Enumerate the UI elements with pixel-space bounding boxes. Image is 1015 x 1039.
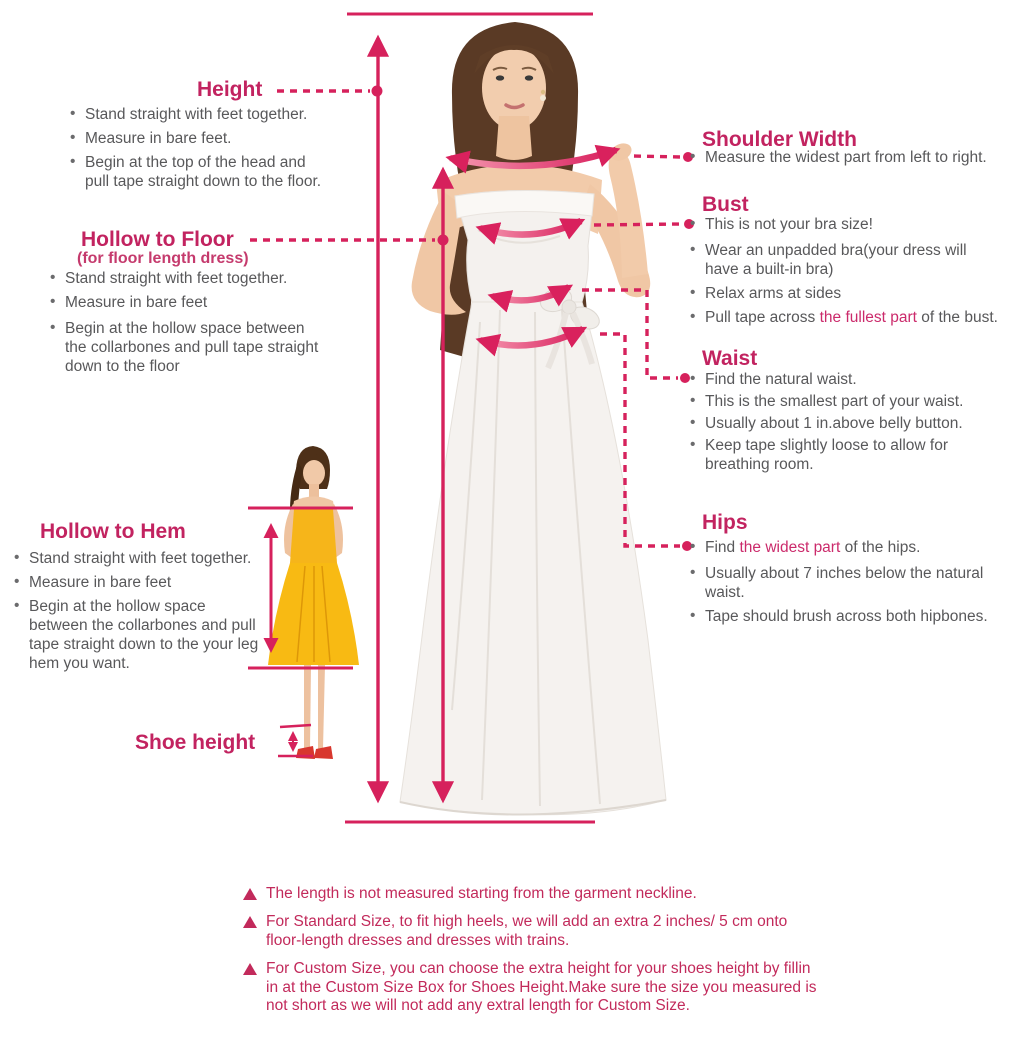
height-title: Height bbox=[197, 78, 263, 101]
list-item: • Find the natural waist. bbox=[688, 370, 1000, 389]
shoe-height-title: Shoe height bbox=[135, 731, 256, 754]
hollow-to-floor-instructions bbox=[48, 269, 323, 381]
bust-title: Bust bbox=[702, 193, 749, 216]
note-neckline: The length is not measured starting from the garment neckline. bbox=[243, 885, 697, 904]
note-standard-size: For Standard Size, to fit high heels, we will add an extra 2 inches/ 5 cm onto floor-length dresses and dresses with trains. bbox=[243, 913, 787, 950]
list-item: • Begin at the top of the head and pull tape straight down to the floor. bbox=[68, 153, 330, 191]
list-item: • Stand straight with feet together. bbox=[48, 269, 323, 288]
list-item: • Begin at the hollow space between the collarbones and pull tape straight down to the your leg hem you want. bbox=[12, 597, 264, 673]
warning-triangle-icon bbox=[243, 888, 257, 900]
waist-title: Waist bbox=[702, 347, 758, 370]
hollow-to-hem-instructions bbox=[12, 549, 264, 678]
warning-triangle-icon bbox=[243, 963, 257, 975]
hollow-to-floor-subtitle: (for floor length dress) bbox=[77, 250, 249, 267]
shoulder-connector-dashes bbox=[634, 156, 680, 157]
list-item: • Stand straight with feet together. bbox=[68, 105, 330, 124]
list-item: • This is not your bra size! bbox=[688, 215, 1000, 234]
hollow-to-floor-title: Hollow to Floor bbox=[81, 228, 234, 251]
hollow-to-hem-title: Hollow to Hem bbox=[40, 520, 186, 543]
list-item: • Tape should brush across both hipbones. bbox=[688, 607, 1003, 626]
list-item: • Measure in bare feet bbox=[48, 293, 323, 312]
list-item: • Keep tape slightly loose to allow for breathing room. bbox=[688, 436, 1000, 474]
hips-title: Hips bbox=[702, 511, 748, 534]
height-instructions bbox=[68, 105, 330, 196]
list-item: • Usually about 7 inches below the natural waist. bbox=[688, 564, 1003, 602]
list-item: • Relax arms at sides bbox=[688, 284, 1000, 303]
list-item: • Stand straight with feet together. bbox=[12, 549, 264, 568]
hips-instructions bbox=[688, 538, 1003, 631]
list-item: • Measure the widest part from left to right. bbox=[688, 148, 1008, 167]
waist-instructions bbox=[688, 370, 1000, 479]
list-item: • Find the widest part of the hips. bbox=[688, 538, 1003, 557]
bust-instructions bbox=[688, 215, 1000, 332]
hollow-to-floor-anchor-dot bbox=[438, 235, 449, 246]
height-anchor-dot bbox=[372, 86, 383, 97]
list-item: • Wear an unpadded bra(your dress will have a built-in bra) bbox=[688, 241, 1000, 279]
list-item: • Measure in bare feet bbox=[12, 573, 264, 592]
shoulder-width-instructions bbox=[688, 148, 1008, 172]
small-model-photo bbox=[268, 446, 359, 759]
list-item: • This is the smallest part of your waist. bbox=[688, 392, 1000, 411]
note-custom-size: For Custom Size, you can choose the extra height for your shoes height by fillin in at the Custom Size Box for Shoes Height.Make sure the size you measured is not short as we will not add any extral length for Custom Size. bbox=[243, 960, 817, 1016]
list-item: • Measure in bare feet. bbox=[68, 129, 330, 148]
list-item: • Pull tape across the fullest part of the bust. bbox=[688, 308, 1000, 327]
warning-triangle-icon bbox=[243, 916, 257, 928]
list-item: • Usually about 1 in.above belly button. bbox=[688, 414, 1000, 433]
list-item: • Begin at the hollow space between the collarbones and pull tape straight down to the floor bbox=[48, 319, 323, 376]
bust-connector-dashes bbox=[594, 224, 681, 225]
shoulder-width-title: Shoulder Width bbox=[702, 128, 857, 151]
